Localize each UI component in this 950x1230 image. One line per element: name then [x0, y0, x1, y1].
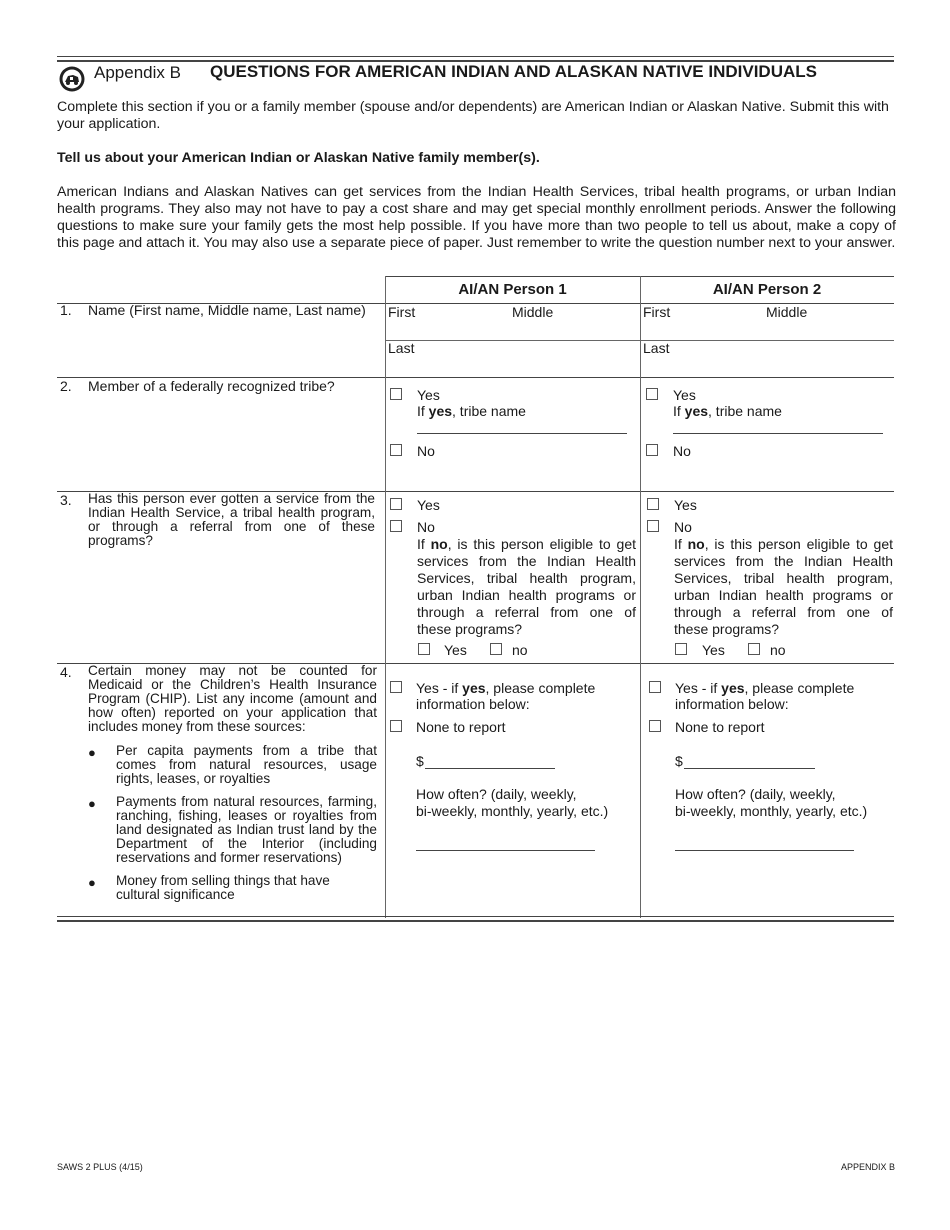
footer-form-id: SAWS 2 PLUS (4/15) — [57, 1162, 143, 1172]
p2-q4-none-label: None to report — [675, 719, 765, 735]
q4-bullet-2: Payments from natural resources, farming, ranching, fishing, leases or royalties from land designated as Indian trust land by the Department of the Interior (including reservations and former reservations) — [116, 794, 377, 865]
p2-q3-yes-checkbox[interactable] — [647, 498, 659, 510]
p2-q3-sub-no-checkbox[interactable] — [748, 643, 760, 655]
p1-q4-yes-text-2: information below: — [416, 696, 530, 712]
p1-q2-no-label: No — [417, 443, 435, 459]
p1-q2-if-text: If yes, tribe name — [417, 403, 526, 419]
bottom-rule — [57, 916, 894, 917]
q4-bullet-2-dot: ● — [88, 796, 96, 811]
q2-text: Member of a federally recognized tribe? — [88, 378, 335, 394]
p1-q4-none-label: None to report — [416, 719, 506, 735]
page-title: QUESTIONS FOR AMERICAN INDIAN AND ALASKAN NATIVE INDIVIDUALS — [210, 62, 817, 81]
p1-q3-yes-label: Yes — [417, 497, 440, 513]
p1-q3-sub-yes-label: Yes — [444, 642, 467, 658]
p1-tribe-name-field[interactable] — [417, 433, 627, 434]
column-divider-2 — [640, 276, 641, 918]
q4-bullet-1-dot: ● — [88, 745, 96, 760]
p1-q4-yes-checkbox[interactable] — [390, 681, 402, 693]
p1-middle-label: Middle — [512, 304, 554, 320]
appendix-label: Appendix B — [94, 63, 181, 82]
bottom-rule-thick — [57, 920, 894, 922]
p2-q3-sub-no-label: no — [770, 642, 786, 658]
p2-middle-label: Middle — [766, 304, 808, 320]
p2-q4-none-checkbox[interactable] — [649, 720, 661, 732]
column-header-person-1: AI/AN Person 1 — [458, 281, 567, 298]
p1-q4-frequency-field[interactable] — [416, 850, 595, 851]
p1-q3-if-text: If no, is this person eligible to get services from the Indian Health Services, tribal health program, urban Indian health programs or through a referral from one of these programs? — [417, 536, 636, 637]
q4-number: 4. — [60, 664, 72, 680]
p2-q3-yes-label: Yes — [674, 497, 697, 513]
p1-q4-how-often-2: bi-weekly, monthly, yearly, etc.) — [416, 803, 609, 819]
q4-bullet-3-dot: ● — [88, 875, 96, 890]
p1-q2-yes-checkbox[interactable] — [390, 388, 402, 400]
q3-text: Has this person ever gotten a service from the Indian Health Service, a tribal health program, or through a referral from one of these programs? — [88, 491, 375, 548]
p2-q2-no-label: No — [673, 443, 691, 459]
intro-subheading: Tell us about your American Indian or Alaskan Native family member(s). — [57, 150, 540, 166]
p1-q3-sub-yes-checkbox[interactable] — [418, 643, 430, 655]
p1-q3-yes-checkbox[interactable] — [390, 498, 402, 510]
p1-q3-sub-no-label: no — [512, 642, 528, 658]
q1-number: 1. — [60, 302, 72, 318]
q1-text: Name (First name, Middle name, Last name) — [88, 302, 366, 318]
p2-q4-how-often-2: bi-weekly, monthly, yearly, etc.) — [675, 803, 868, 819]
top-rule — [57, 56, 894, 57]
p1-q3-no-label: No — [417, 519, 435, 535]
p2-q3-no-checkbox[interactable] — [647, 520, 659, 532]
p1-q4-yes-text: Yes - if yes, please complete — [416, 680, 596, 696]
p1-q3-sub-no-checkbox[interactable] — [490, 643, 502, 655]
p2-first-label: First — [643, 304, 671, 320]
p2-q4-how-often-1: How often? (daily, weekly, — [675, 786, 836, 802]
p1-q4-none-checkbox[interactable] — [390, 720, 402, 732]
q4-bullet-1: Per capita payments from a tribe that comes from natural resources, usage rights, leases, or royalties — [116, 743, 377, 786]
p2-last-label: Last — [643, 340, 670, 356]
p1-q2-yes-label: Yes — [417, 387, 440, 403]
p2-q3-no-label: No — [674, 519, 692, 535]
p2-q2-yes-checkbox[interactable] — [646, 388, 658, 400]
p2-q4-yes-checkbox[interactable] — [649, 681, 661, 693]
p2-q3-if-text: If no, is this person eligible to get services from the Indian Health Services, tribal health program, urban Indian health programs or through a referral from one of these programs? — [674, 536, 893, 637]
p1-q4-dollar-sign: $ — [416, 753, 424, 769]
q4-bullet-3: Money from selling things that have cultural significance — [116, 873, 330, 902]
p1-q2-no-checkbox[interactable] — [390, 444, 402, 456]
intro-paragraph: Complete this section if you or a family member (spouse and/or dependents) are American Indian or Alaskan Native. Submit this with your application. — [57, 99, 889, 132]
p2-q2-if-text: If yes, tribe name — [673, 403, 782, 419]
q2-number: 2. — [60, 378, 72, 394]
intro-instructions: American Indians and Alaskan Natives can get services from the Indian Health Services, tribal health programs, or urban Indian health programs. They also may not have to pay a cost share and may get special monthly enrollment periods. Answer the following questions to make sure your family gets the most help possible. If you have more than two people to tell us about, make a copy of this page and attach it. You may also use a separate piece of paper. Just remember to write the question number next to your answer. — [57, 184, 896, 251]
p1-q3-no-checkbox[interactable] — [390, 520, 402, 532]
p1-last-label: Last — [388, 340, 415, 356]
p2-q2-yes-label: Yes — [673, 387, 696, 403]
column-divider-1 — [385, 276, 386, 918]
footer-appendix: APPENDIX B — [840, 1162, 895, 1172]
p2-q4-yes-text: Yes - if yes, please complete — [675, 680, 855, 696]
p2-q2-no-checkbox[interactable] — [646, 444, 658, 456]
p1-first-label: First — [388, 304, 416, 320]
p2-q3-sub-yes-checkbox[interactable] — [675, 643, 687, 655]
p2-q3-sub-yes-label: Yes — [702, 642, 725, 658]
p2-q4-frequency-field[interactable] — [675, 850, 854, 851]
p1-q4-amount-field[interactable] — [425, 768, 555, 769]
p2-q4-yes-text-2: information below: — [675, 696, 789, 712]
p1-q4-how-often-1: How often? (daily, weekly, — [416, 786, 577, 802]
p2-q4-amount-field[interactable] — [684, 768, 815, 769]
p2-tribe-name-field[interactable] — [673, 433, 883, 434]
seal-icon — [58, 65, 86, 93]
column-header-person-2: AI/AN Person 2 — [712, 281, 822, 298]
p2-q4-dollar-sign: $ — [675, 753, 683, 769]
q4-text: Certain money may not be counted for Medicaid or the Children’s Health Insurance Program (CHIP). List any income (amount and how often) reported on your application that includes money from these sources: — [88, 663, 377, 734]
q3-number: 3. — [60, 492, 72, 508]
